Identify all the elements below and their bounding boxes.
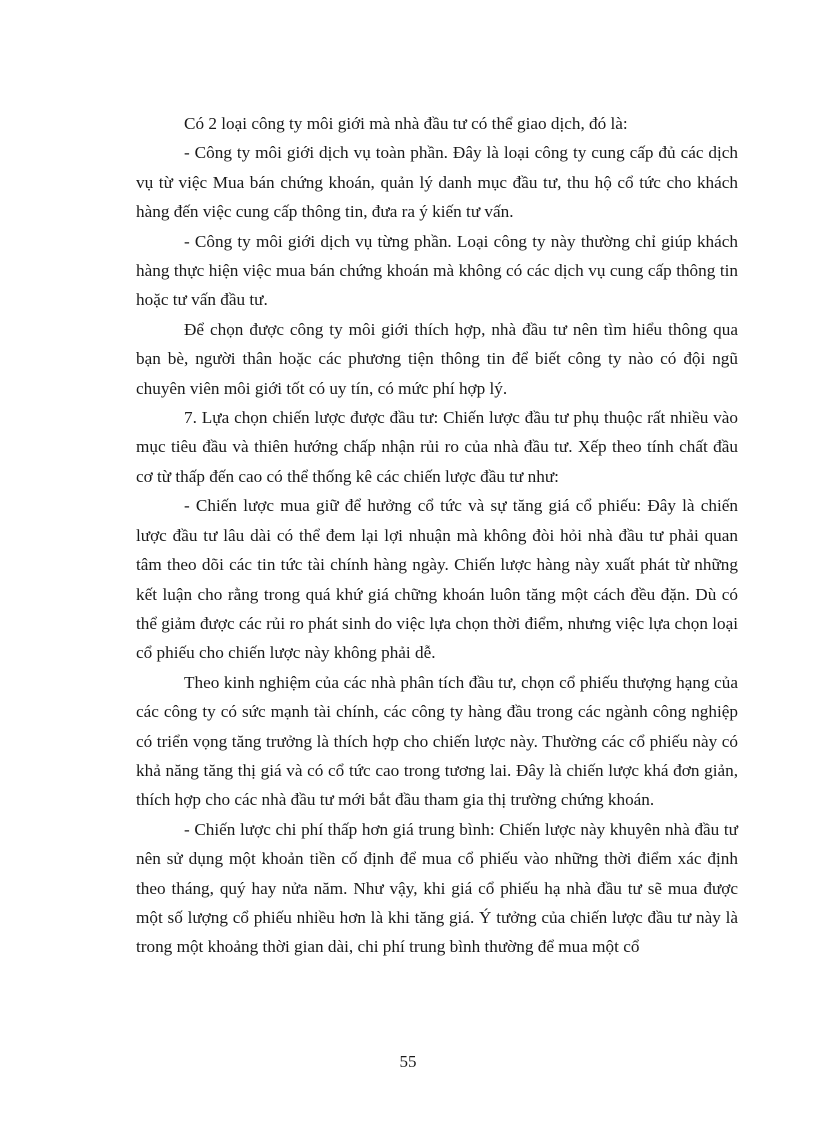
paragraph-choose-broker: Để chọn được công ty môi giới thích hợp, nhà đầu tư nên tìm hiểu thông qua bạn bè, người thân hoặc các phương tiện thông tin để biết công ty nào có đội ngũ chuyên viên môi giới tốt có uy tín, có mức phí hợp lý. (136, 319, 738, 398)
paragraph-full-service-broker: - Công ty môi giới dịch vụ toàn phần. Đây là loại công ty cung cấp đủ các dịch vụ từ việc Mua bán chứng khoán, quản lý danh mục đầu tư, thu hộ cổ tức cho khách hàng đến việc cung cấp thông tin, đưa ra ý kiến tư vấn. (136, 143, 738, 222)
paragraph-partial-service-broker: - Công ty môi giới dịch vụ từng phần. Loại công ty này thường chỉ giúp khách hàng thực hiện việc mua bán chứng khoán mà không có các dịch vụ cung cấp thông tin hoặc tư vấn đầu tư. (136, 231, 738, 310)
paragraph-intro: Có 2 loại công ty môi giới mà nhà đầu tư có thể giao dịch, đó là: (184, 114, 628, 133)
page-number: 55 (399, 1052, 417, 1071)
paragraph-cost-averaging: - Chiến lược chi phí thấp hơn giá trung bình: Chiến lược này khuyên nhà đầu tư nên sử dụng một khoản tiền cố định để mua cổ phiếu vào những thời điểm xác định theo tháng, quý hay nửa năm. Như vậy, khi giá cổ phiếu hạ nhà đầu tư sẽ mua được một số lượng cổ phiếu nhiều hơn là khi tăng giá. Ý tưởng của chiến lược đầu tư này là trong một khoảng thời gian dài, chi phí trung bình thường để mua một cổ (136, 819, 738, 957)
body-text (136, 109, 738, 962)
paragraph-experience: Theo kinh nghiệm của các nhà phân tích đầu tư, chọn cổ phiếu thượng hạng của các công ty có sức mạnh tài chính, các công ty hàng đầu trong các ngành công nghiệp có triển vọng tăng trưởng là thích hợp cho chiến lược này. Thường các cổ phiếu này có khả năng tăng thị giá và có cổ tức cao trong tương lai. Đây là chiến lược khá đơn giản, thích hợp cho các nhà đầu tư mới bắt đầu tham gia thị trường chứng khoán. (136, 672, 738, 810)
paragraph-buy-hold-strategy: - Chiến lược mua giữ để hưởng cổ tức và sự tăng giá cổ phiếu: Đây là chiến lược đầu tư lâu dài có thể đem lại lợi nhuận mà không đòi hỏi nhà đầu tư phải quan tâm theo dõi các tin tức tài chính hàng ngày. Chiến lược hàng này xuất phát từ những kết luận cho rằng trong quá khứ giá chững khoán luôn tăng một cách đều đặn. Dù có thể giảm được các rủi ro phát sinh do việc lựa chọn thời điểm, nhưng việc lựa chọn loại cổ phiếu cho chiến lược này không phải dễ. (136, 496, 738, 663)
paragraph-strategy-heading: 7. Lựa chọn chiến lược được đầu tư: Chiến lược đầu tư phụ thuộc rất nhiều vào mục tiêu đầu và thiên hướng chấp nhận rủi ro của nhà đầu tư. Xếp theo tính chất đầu cơ từ thấp đến cao có thể thống kê các chiến lược đầu tư như: (136, 408, 738, 486)
